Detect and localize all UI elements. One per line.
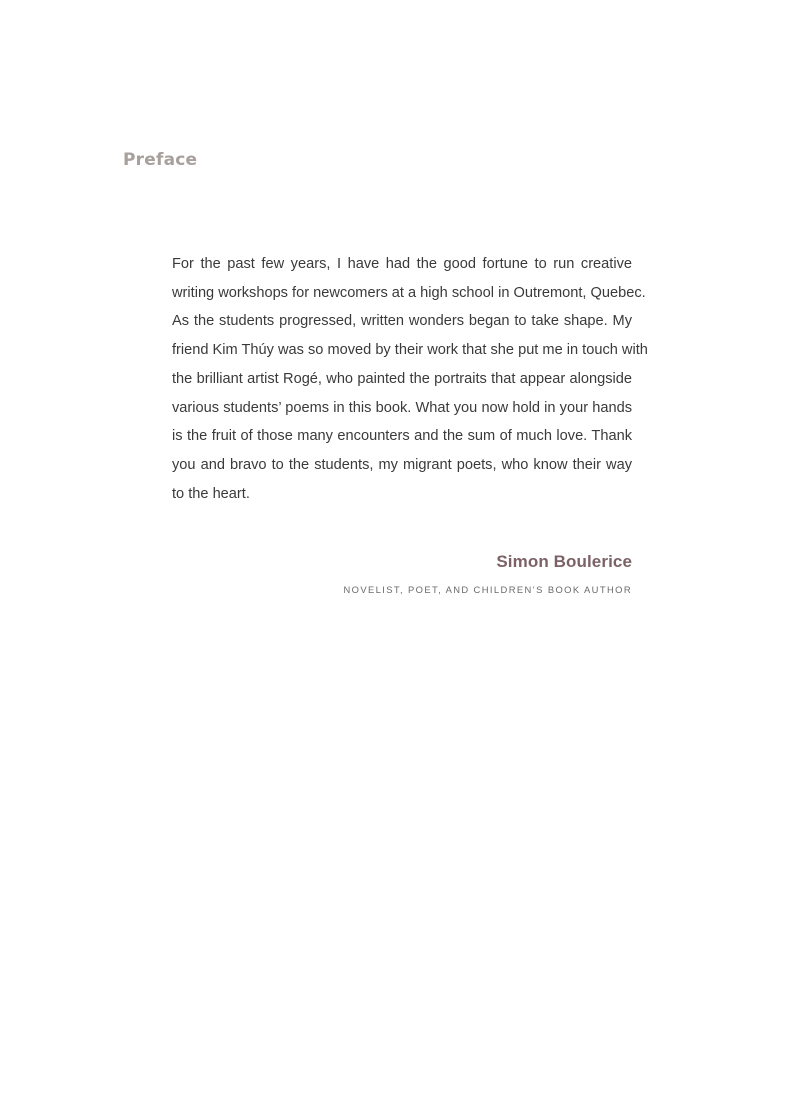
author-role: NOVELIST, POET, AND CHILDREN’S BOOK AUTHOR (343, 584, 632, 595)
paragraph-line: As the students progressed, written wonders began to take shape. My (172, 313, 632, 330)
paragraph-line: to the heart. (172, 485, 250, 502)
paragraph-line: various students’ poems in this book. What you now hold in your hands (172, 399, 632, 416)
signature-block (172, 550, 632, 596)
paragraph-line: friend Kim Thúy was so moved by their work that she put me in touch with (172, 342, 648, 359)
paragraph-line: writing workshops for newcomers at a high school in Outremont, Quebec. (172, 284, 646, 301)
author-name: Simon Boulerice (496, 552, 632, 571)
paragraph-line: For the past few years, I have had the good fortune to run creative (172, 256, 632, 272)
section-title: Preface (123, 150, 198, 170)
paragraph-line: you and bravo to the students, my migrant poets, who know their way (172, 456, 632, 473)
paragraph-line: the brilliant artist Rogé, who painted the portraits that appear alongside (172, 370, 632, 387)
preface-paragraph (172, 250, 648, 508)
paragraph-line: is the fruit of those many encounters and the sum of much love. Thank (172, 428, 632, 445)
